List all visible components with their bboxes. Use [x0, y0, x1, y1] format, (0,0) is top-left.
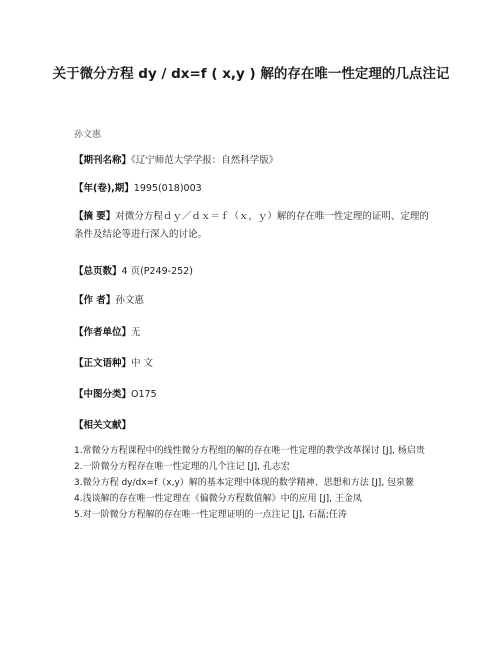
- field-year-volume-issue: [74, 180, 436, 198]
- field-value: 对微分方程ｄｙ／ｄｘ＝ｆ（ｘ，ｙ）解的存在唯一性定理的证明、定理的条件及结论等进行深入的讨论。: [74, 211, 429, 240]
- list-item: 3.微分方程 dy/dx=f（x,y）解的基本定理中体现的数学精神、思想和方法 [J], 包泉鳌: [74, 478, 415, 488]
- field-label: 【总页数】: [74, 266, 122, 277]
- related-literature-heading: 【相关文献】: [74, 420, 132, 431]
- field-classification: [74, 386, 436, 404]
- field-value: 《辽宁师范大学学报：自然科学版》: [131, 155, 279, 166]
- list-item: 5.对一阶微分方程解的存在唯一性定理证明的一点注记 [J], 石磊;任涛: [74, 510, 347, 520]
- field-page-count: [74, 263, 436, 281]
- field-value: O175: [131, 389, 157, 400]
- list-item: 1.常微分方程课程中的线性微分方程组的解的存在唯一性定理的教学改革探讨 [J], 杨启贵: [74, 446, 425, 456]
- field-label: 【期刊名称】: [74, 155, 132, 166]
- list-item: 2.一阶微分方程存在唯一性定理的几个注记 [J], 孔志宏: [74, 462, 290, 472]
- related-literature-list: [74, 445, 436, 525]
- list-item: 4.浅谈解的存在唯一性定理在《偏微分方程数值解》中的应用 [J], 王金凤: [74, 494, 362, 504]
- field-value: 中 文: [131, 358, 154, 369]
- field-value: 孙文惠: [115, 295, 144, 306]
- field-label: 【作者单位】: [74, 327, 132, 338]
- field-abstract: [74, 208, 436, 244]
- field-value: 4 页(P249-252): [121, 266, 193, 277]
- field-author-affiliation: [74, 324, 436, 342]
- field-value: 无: [131, 327, 141, 338]
- field-language: [74, 355, 436, 373]
- field-label: 【年(卷),期】: [74, 183, 134, 194]
- field-journal-name: [74, 152, 436, 170]
- field-label: 【摘 要】: [74, 211, 116, 222]
- field-value: 1995(018)003: [133, 183, 202, 194]
- field-label: 【作 者】: [74, 295, 116, 306]
- document-title: 关于微分方程 dy / dx=f ( x,y ) 解的存在唯一性定理的几点注记: [52, 66, 450, 82]
- field-author: [74, 292, 436, 310]
- field-label: 【中图分类】: [74, 389, 132, 400]
- author-line: 孙文惠: [74, 130, 102, 140]
- field-label: 【正文语种】: [74, 358, 132, 369]
